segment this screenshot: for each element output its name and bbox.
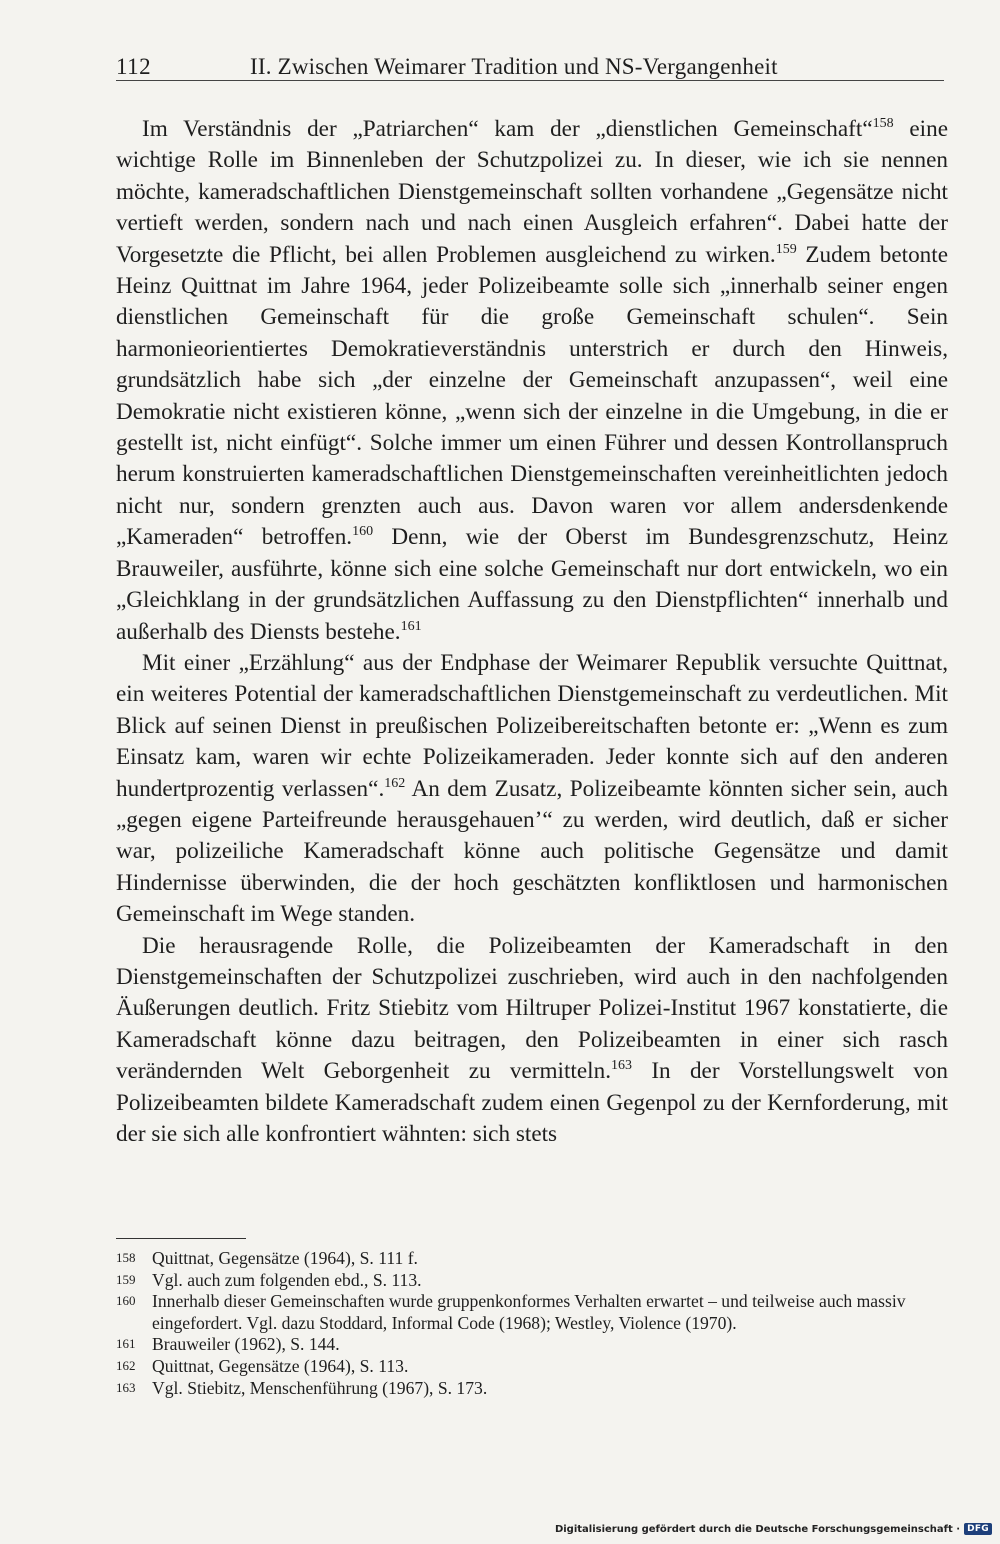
footnote-number: 163 <box>116 1379 136 1395</box>
footnote-marker[interactable]: 158 <box>872 116 894 131</box>
header-rule <box>116 80 944 81</box>
footnote-number: 158 <box>116 1250 136 1265</box>
footnote-item <box>116 1270 946 1292</box>
footnote-text: Quittnat, Gegensätze (1964), S. 111 f. <box>152 1248 418 1268</box>
footnote-item <box>116 1334 946 1356</box>
paragraph-text: Denn, wie der Oberst im Bundesgrenzschutz, Heinz Brauweiler, ausführte, könne sich eine solche Gemeinschaft nur dort entwickeln, wo ein „Gleichklang in der grundsätzlichen Auffassung zu den Dienstpflichten“ innerhalb und außerhalb des Diensts bestehe. <box>116 524 949 645</box>
page-number: 112 <box>116 54 152 79</box>
digitization-text: Digitalisierung gefördert durch die Deutsche Forschungsgemeinschaft · <box>554 1523 961 1535</box>
body-paragraph <box>116 931 948 1151</box>
footnote-marker[interactable]: 161 <box>400 618 422 634</box>
footnote-item <box>116 1356 946 1378</box>
footnote-item <box>116 1248 946 1270</box>
paragraph-text: eine wichtige Rolle im Binnenleben der Schutzpolizei zu. In dieser, wie ich sie nennen möchte, kameradschaftlichen Dienstgemeinschaft sollten vorhandene „Gegensätze nicht vertieft werden, sondern nach und nach einen Ausgleich erfahren“. Dabei hatte der Vorgesetzte die Pflicht, bei allen Problemen ausgleichend zu wirken. <box>116 116 948 268</box>
footnote-item <box>116 1291 946 1334</box>
footnote-marker[interactable]: 160 <box>352 524 374 540</box>
paragraph-text: Die herausragende Rolle, die Polizeibeamten der Kameradschaft in den Dienstgemeinschaften der Schutzpolizei zuschrieben, wird auch in den nachfolgenden Äußerungen deutlich. Fritz Stiebitz vom Hiltruper Polizei-Institut 1967 konstatierte, die Kameradschaft könne dazu beitragen, den Polizeibeamten in einer sich rasch verändernden Welt Geborgenheit zu vermitteln. <box>116 932 948 1085</box>
footnote-text: Vgl. auch zum folgenden ebd., S. 113. <box>152 1269 422 1290</box>
footnote-rule <box>116 1238 246 1239</box>
dfg-logo: DFG <box>964 1523 992 1535</box>
footnote-text: Vgl. Stiebitz, Menschenführung (1967), S. 173. <box>152 1377 488 1398</box>
footnote-text: Innerhalb dieser Gemeinschaften wurde gruppenkonformes Verhalten erwartet – und teilweise auch massiv eingefordert. Vgl. dazu Stoddard, Informal Code (1968); Westley, Violence (1970). <box>152 1291 906 1333</box>
footnote-text: Brauweiler (1962), S. 144. <box>152 1334 340 1355</box>
body-paragraph <box>116 114 948 648</box>
paragraph-text: Mit einer „Erzählung“ aus der Endphase der Weimarer Republik versuchte Quittnat, ein weiteres Potential der kameradschaftlichen Dienstgemeinschaft zu verdeutlichen. Mit Blick auf seinen Dienst in preußischen Polizeibereitschaften betonte er: „Wenn es zum Einsatz kam, waren wir echte Polizeikameraden. Jeder konnte sich auf den anderen hundertprozentig verlassen“. <box>116 649 948 802</box>
body-paragraph <box>116 648 948 931</box>
footnote-marker[interactable]: 163 <box>611 1058 632 1074</box>
footnote-text: Quittnat, Gegensätze (1964), S. 113. <box>152 1355 409 1376</box>
body-text <box>116 114 948 1150</box>
footnotes <box>116 1248 946 1399</box>
paragraph-text: An dem Zusatz, Polizeibeamte könnten sicher sein, auch „gegen eigene Parteifreunde herausgehauen’“ zu werden, wird deutlich, daß er sicher war, polizeiliche Kameradschaft könne auch politische Gegensätze und damit Hindernisse überwinden, die der hoch geschätzten konfliktlosen und harmonischen Gemeinschaft im Wege standen. <box>116 775 949 928</box>
paragraph-text: Zudem betonte Heinz Quittnat im Jahre 1964, jeder Polizeibeamte solle sich „innerhalb seiner engen dienstlichen Gemeinschaft für die große Gemeinschaft schulen“. Sein harmonieorientiertes Demokratieverständnis unterstrich er durch den Hinweis, grundsätzlich habe sich „der einzelne der Gemeinschaft anzupassen“, weil eine Demokratie nicht existieren könne, „wenn sich der einzelne in die Umgebung, in die er gestellt ist, nicht einfügt“. Solche immer um einen Führer und dessen Kontrollanspruch herum konstruierten kameradschaftlichen Dienstgemeinschaften vereinheitlichten jedoch nicht nur, sondern grenzten auch aus. Davon waren vor allem andersdenkende „Kameraden“ betroffen. <box>116 241 948 551</box>
footnote-marker[interactable]: 159 <box>775 241 797 257</box>
footnote-number: 159 <box>116 1271 136 1287</box>
digitization-notice <box>555 1523 992 1535</box>
chapter-title: II. Zwischen Weimarer Tradition und NS-Vergangenheit <box>250 54 778 79</box>
footnote-number: 162 <box>116 1357 136 1373</box>
paragraph-text: Im Verständnis der „Patriarchen“ kam der „dienstlichen Gemeinschaft“ <box>142 116 873 142</box>
running-head <box>116 50 944 80</box>
footnote-item <box>116 1378 946 1400</box>
footnote-number: 160 <box>116 1293 136 1309</box>
paragraph-text: In der Vorstellungswelt von Polizeibeamten bildete Kameradschaft zudem einen Gegenpol zu der Kernforderung, mit der sie sich alle konfrontiert wähnten: sich stets <box>116 1058 948 1147</box>
footnote-number: 161 <box>116 1336 136 1352</box>
footnote-marker[interactable]: 162 <box>384 775 406 791</box>
